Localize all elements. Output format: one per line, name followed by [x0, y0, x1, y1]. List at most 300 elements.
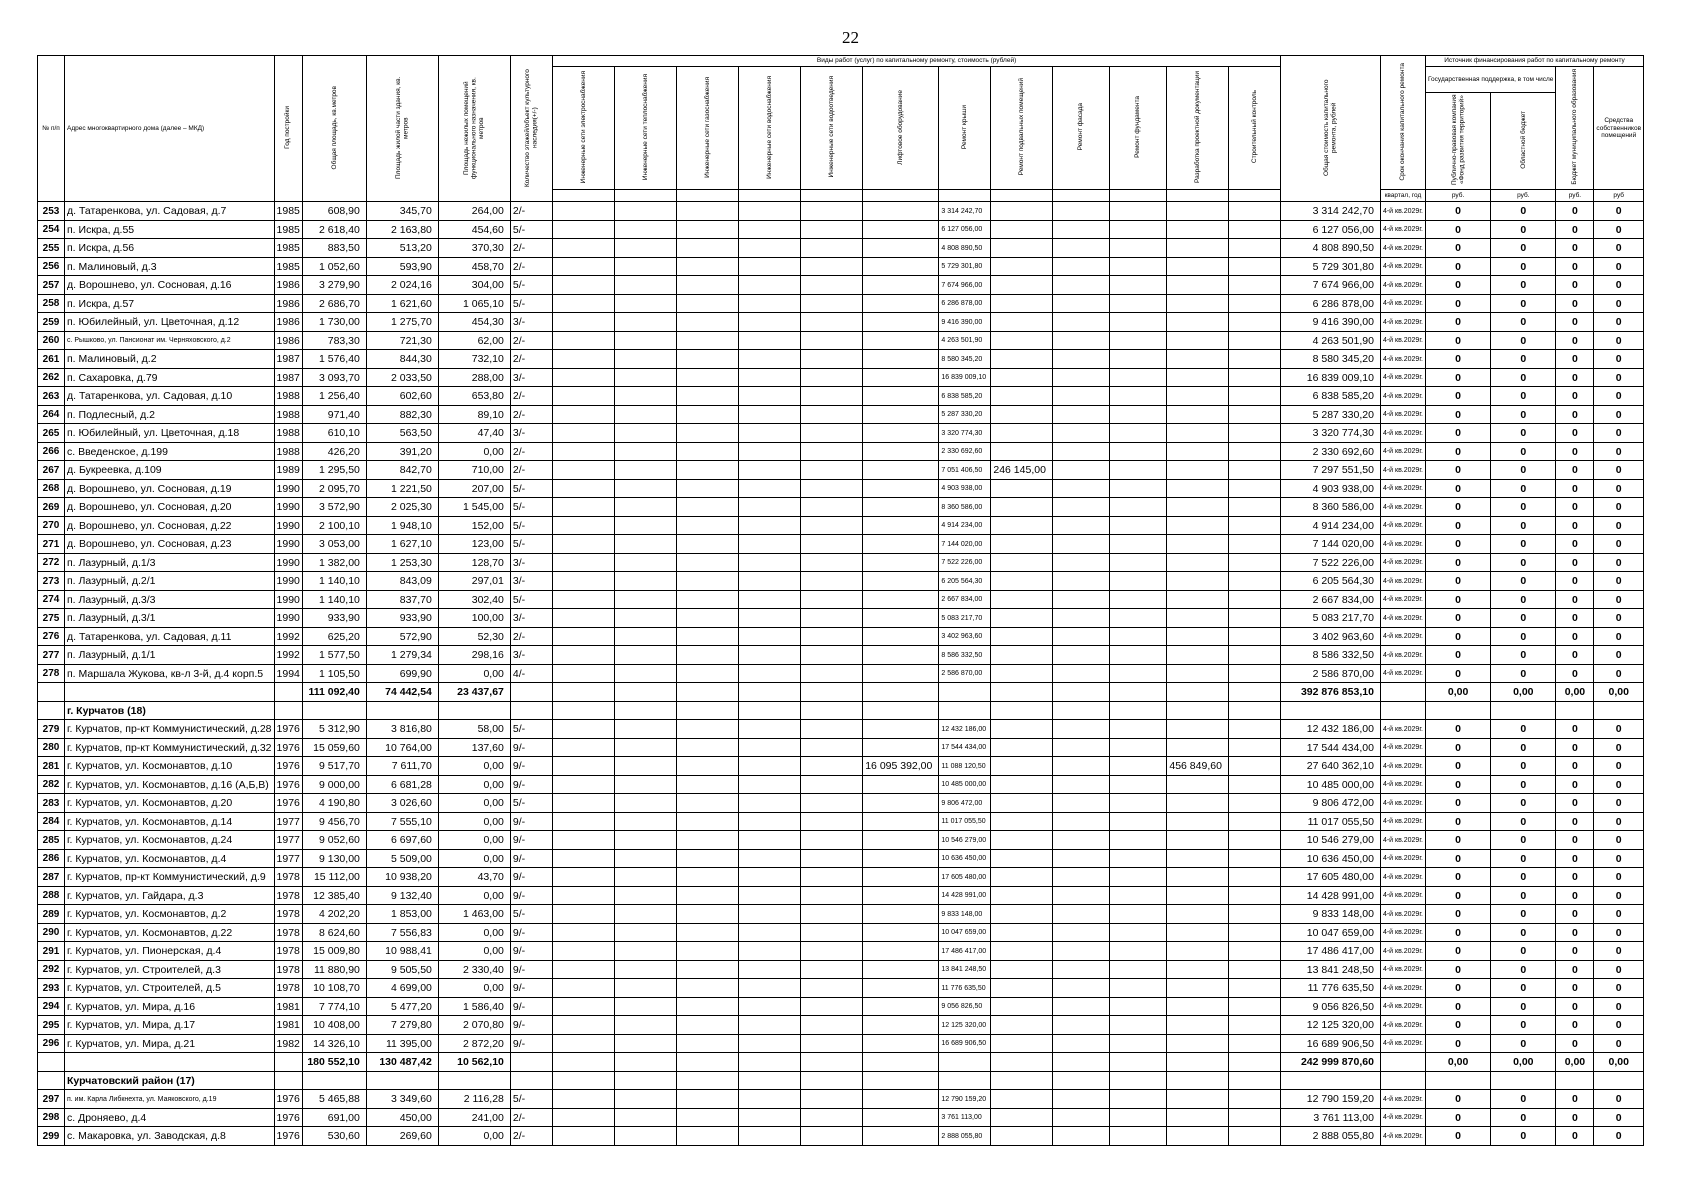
row-work-empty: [1109, 498, 1166, 517]
row-work-empty: [615, 997, 677, 1016]
subtotal-empty: [991, 1053, 1053, 1072]
row-fund: 0: [1425, 886, 1490, 905]
row-basement-cost: [991, 368, 1053, 387]
row-work-empty: [615, 849, 677, 868]
row-floors: 2/-: [510, 461, 552, 480]
row-nonres-area: 297,01: [438, 572, 510, 591]
row-address: г. Курчатов, ул. Гайдара, д.3: [65, 886, 275, 905]
subtotal-empty: [1166, 1053, 1228, 1072]
row-basement-cost: [991, 627, 1053, 646]
row-project-cost: [1166, 646, 1228, 665]
row-municipal: 0: [1556, 812, 1594, 831]
row-deadline: 4-й кв.2029г.: [1380, 1127, 1425, 1146]
row-owners: 0: [1594, 1016, 1644, 1035]
subtotal-empty: [677, 1053, 739, 1072]
row-project-cost: [1166, 368, 1228, 387]
row-roof-cost: 17 486 417,00: [939, 942, 991, 961]
row-floors: 9/-: [510, 942, 552, 961]
row-work-empty: [1228, 294, 1280, 313]
row-total-cost: 16 689 906,50: [1280, 1034, 1380, 1053]
row-roof-cost: 6 286 878,00: [939, 294, 991, 313]
row-municipal: 0: [1556, 886, 1594, 905]
row-work-empty: [739, 535, 801, 554]
row-municipal: 0: [1556, 1090, 1594, 1109]
row-regional: 0: [1491, 572, 1556, 591]
row-number: 260: [38, 331, 65, 350]
row-work-empty: [677, 590, 739, 609]
row-work-empty: [801, 1034, 863, 1053]
row-floors: 2/-: [510, 350, 552, 369]
row-deadline: 4-й кв.2029г.: [1380, 387, 1425, 406]
row-roof-cost: 14 428 991,00: [939, 886, 991, 905]
row-owners: 0: [1594, 757, 1644, 776]
row-living-area: 4 699,00: [366, 979, 438, 998]
row-work-empty: [739, 831, 801, 850]
subtotal-empty: [1228, 683, 1280, 702]
row-municipal: 0: [1556, 313, 1594, 332]
row-roof-cost: 12 125 320,00: [939, 1016, 991, 1035]
row-work-empty: [615, 609, 677, 628]
row-lift-cost: [863, 405, 939, 424]
row-work-empty: [1052, 960, 1109, 979]
row-total-area: 971,40: [302, 405, 366, 424]
row-work-empty: [615, 590, 677, 609]
table-row: [38, 942, 1644, 961]
row-total-area: 1 140,10: [302, 572, 366, 591]
row-number: 291: [38, 942, 65, 961]
row-work-empty: [801, 1090, 863, 1109]
row-address: п. Искра, д.55: [65, 220, 275, 239]
section-empty: [1109, 1071, 1166, 1090]
row-regional: 0: [1491, 868, 1556, 887]
row-project-cost: [1166, 794, 1228, 813]
row-number: 275: [38, 609, 65, 628]
section-empty: [366, 1071, 438, 1090]
row-total-area: 1 382,00: [302, 553, 366, 572]
row-work-empty: [801, 794, 863, 813]
row-nonres-area: 2 330,40: [438, 960, 510, 979]
table-row: [38, 350, 1644, 369]
row-total-cost: 6 205 564,30: [1280, 572, 1380, 591]
row-total-cost: 9 416 390,00: [1280, 313, 1380, 332]
row-work-empty: [1228, 461, 1280, 480]
row-work-empty: [677, 1034, 739, 1053]
row-work-empty: [1109, 294, 1166, 313]
row-work-empty: [1052, 886, 1109, 905]
row-work-empty: [739, 1034, 801, 1053]
row-floors: 9/-: [510, 812, 552, 831]
row-floors: 5/-: [510, 276, 552, 295]
row-fund: 0: [1425, 831, 1490, 850]
row-lift-cost: [863, 960, 939, 979]
row-nonres-area: 732,10: [438, 350, 510, 369]
row-lift-cost: [863, 738, 939, 757]
row-floors: 9/-: [510, 923, 552, 942]
row-number: 297: [38, 1090, 65, 1109]
row-work-empty: [1052, 590, 1109, 609]
row-work-empty: [801, 1127, 863, 1146]
row-work-empty: [615, 535, 677, 554]
row-work-empty: [553, 868, 615, 887]
row-basement-cost: [991, 1016, 1053, 1035]
table-row: [38, 886, 1644, 905]
section-empty: [1380, 701, 1425, 720]
row-total-area: 610,10: [302, 424, 366, 443]
subtotal-regional: 0,00: [1491, 683, 1556, 702]
row-work-empty: [1228, 1108, 1280, 1127]
row-work-empty: [1228, 979, 1280, 998]
row-owners: 0: [1594, 313, 1644, 332]
row-work-empty: [1109, 831, 1166, 850]
table-row: [38, 572, 1644, 591]
row-nonres-area: 47,40: [438, 424, 510, 443]
row-basement-cost: [991, 942, 1053, 961]
row-municipal: 0: [1556, 202, 1594, 221]
row-work-empty: [677, 572, 739, 591]
row-municipal: 0: [1556, 997, 1594, 1016]
row-work-empty: [1052, 905, 1109, 924]
row-lift-cost: [863, 923, 939, 942]
row-basement-cost: [991, 405, 1053, 424]
row-owners: 0: [1594, 461, 1644, 480]
row-work-empty: [553, 572, 615, 591]
header-work-project: Разработка проектной документации: [1166, 67, 1228, 190]
row-owners: 0: [1594, 997, 1644, 1016]
header-municipal: Бюджет муниципального образования: [1556, 67, 1594, 190]
section-empty: [366, 701, 438, 720]
section-empty: [1556, 1071, 1594, 1090]
row-roof-cost: 17 544 434,00: [939, 738, 991, 757]
row-work-empty: [1052, 331, 1109, 350]
table-row: [38, 368, 1644, 387]
row-total-area: 1 105,50: [302, 664, 366, 683]
row-total-area: 9 000,00: [302, 775, 366, 794]
row-project-cost: [1166, 202, 1228, 221]
row-lift-cost: [863, 1016, 939, 1035]
row-floors: 9/-: [510, 1034, 552, 1053]
row-address: п. им. Карла Либкнехта, ул. Маяковского, д.19: [65, 1090, 275, 1109]
row-work-empty: [801, 442, 863, 461]
row-total-cost: 14 428 991,00: [1280, 886, 1380, 905]
row-year: 1987: [274, 350, 302, 369]
row-work-empty: [615, 257, 677, 276]
section-empty: [1052, 1071, 1109, 1090]
row-fund: 0: [1425, 442, 1490, 461]
row-work-empty: [615, 405, 677, 424]
subtotal-total-area: 180 552,10: [302, 1053, 366, 1072]
row-roof-cost: 7 144 020,00: [939, 535, 991, 554]
row-year: 1978: [274, 960, 302, 979]
row-work-empty: [1109, 368, 1166, 387]
row-lift-cost: [863, 1127, 939, 1146]
row-year: 1990: [274, 590, 302, 609]
row-work-empty: [1228, 220, 1280, 239]
row-work-empty: [739, 627, 801, 646]
row-deadline: 4-й кв.2029г.: [1380, 812, 1425, 831]
row-living-area: 10 938,20: [366, 868, 438, 887]
row-work-empty: [1109, 738, 1166, 757]
row-living-area: 3 026,60: [366, 794, 438, 813]
row-work-empty: [1228, 905, 1280, 924]
row-total-area: 1 295,50: [302, 461, 366, 480]
row-roof-cost: 7 051 406,50: [939, 461, 991, 480]
table-row: [38, 442, 1644, 461]
row-floors: 5/-: [510, 294, 552, 313]
row-total-area: 9 052,60: [302, 831, 366, 850]
row-work-empty: [677, 479, 739, 498]
row-regional: 0: [1491, 516, 1556, 535]
row-work-empty: [1052, 553, 1109, 572]
row-total-area: 3 053,00: [302, 535, 366, 554]
row-work-empty: [615, 387, 677, 406]
row-floors: 5/-: [510, 590, 552, 609]
row-lift-cost: [863, 868, 939, 887]
row-work-empty: [739, 257, 801, 276]
row-work-empty: [1228, 553, 1280, 572]
row-lift-cost: [863, 276, 939, 295]
row-work-empty: [615, 350, 677, 369]
row-regional: 0: [1491, 331, 1556, 350]
row-deadline: 4-й кв.2029г.: [1380, 664, 1425, 683]
row-owners: 0: [1594, 220, 1644, 239]
row-regional: 0: [1491, 276, 1556, 295]
row-owners: 0: [1594, 276, 1644, 295]
row-address: д. Татаренкова, ул. Садовая, д.7: [65, 202, 275, 221]
row-regional: 0: [1491, 609, 1556, 628]
row-project-cost: 456 849,60: [1166, 757, 1228, 776]
row-living-area: 7 279,80: [366, 1016, 438, 1035]
subtotal-empty: [1166, 683, 1228, 702]
row-municipal: 0: [1556, 350, 1594, 369]
row-address: г. Курчатов, пр-кт Коммунистический, д.9: [65, 868, 275, 887]
row-living-area: 843,09: [366, 572, 438, 591]
row-living-area: 11 395,00: [366, 1034, 438, 1053]
row-roof-cost: 5 287 330,20: [939, 405, 991, 424]
row-work-empty: [553, 720, 615, 739]
row-work-empty: [615, 757, 677, 776]
row-living-area: 572,90: [366, 627, 438, 646]
row-floors: 9/-: [510, 849, 552, 868]
subtotal-empty: [1109, 683, 1166, 702]
row-basement-cost: [991, 1090, 1053, 1109]
row-work-empty: [801, 868, 863, 887]
row-living-area: 842,70: [366, 461, 438, 480]
row-roof-cost: 9 806 472,00: [939, 794, 991, 813]
row-work-empty: [553, 516, 615, 535]
row-basement-cost: [991, 516, 1053, 535]
row-project-cost: [1166, 257, 1228, 276]
subtotal-nonres-area: 10 562,10: [438, 1053, 510, 1072]
subtotal-fund: 0,00: [1425, 683, 1490, 702]
row-owners: 0: [1594, 294, 1644, 313]
row-total-cost: 7 144 020,00: [1280, 535, 1380, 554]
row-work-empty: [739, 886, 801, 905]
row-work-empty: [1109, 479, 1166, 498]
section-empty: [1425, 1071, 1490, 1090]
row-project-cost: [1166, 775, 1228, 794]
row-address: с. Рышково, ул. Пансионат им. Черняховского, д.2: [65, 331, 275, 350]
row-basement-cost: [991, 220, 1053, 239]
row-work-empty: [739, 1016, 801, 1035]
row-work-empty: [739, 1108, 801, 1127]
row-year: 1985: [274, 220, 302, 239]
row-floors: 9/-: [510, 997, 552, 1016]
row-basement-cost: [991, 849, 1053, 868]
row-roof-cost: 5 083 217,70: [939, 609, 991, 628]
row-work-empty: [801, 720, 863, 739]
row-address: г. Курчатов, ул. Строителей, д.5: [65, 979, 275, 998]
header-owners: Средства собственников помещений: [1594, 67, 1644, 190]
row-work-empty: [615, 368, 677, 387]
row-fund: 0: [1425, 239, 1490, 258]
row-work-empty: [677, 997, 739, 1016]
row-owners: 0: [1594, 405, 1644, 424]
row-project-cost: [1166, 498, 1228, 517]
row-work-empty: [739, 553, 801, 572]
row-work-empty: [1228, 960, 1280, 979]
section-empty: [939, 701, 991, 720]
row-work-empty: [615, 313, 677, 332]
row-owners: 0: [1594, 572, 1644, 591]
row-work-empty: [739, 664, 801, 683]
row-owners: 0: [1594, 646, 1644, 665]
row-nonres-area: 0,00: [438, 664, 510, 683]
row-owners: 0: [1594, 1034, 1644, 1053]
row-nonres-area: 100,00: [438, 609, 510, 628]
row-work-empty: [1052, 535, 1109, 554]
row-work-empty: [677, 276, 739, 295]
row-address: п. Лазурный, д.1/3: [65, 553, 275, 572]
row-living-area: 2 025,30: [366, 498, 438, 517]
table-row: [38, 997, 1644, 1016]
table-row: [38, 479, 1644, 498]
row-work-empty: [739, 923, 801, 942]
row-basement-cost: [991, 202, 1053, 221]
row-work-empty: [801, 387, 863, 406]
row-work-empty: [1052, 1034, 1109, 1053]
row-owners: 0: [1594, 479, 1644, 498]
row-living-area: 2 163,80: [366, 220, 438, 239]
row-year: 1985: [274, 202, 302, 221]
row-basement-cost: [991, 720, 1053, 739]
row-municipal: 0: [1556, 720, 1594, 739]
row-work-empty: [801, 997, 863, 1016]
row-work-empty: [801, 775, 863, 794]
row-lift-cost: [863, 294, 939, 313]
row-work-empty: [553, 1090, 615, 1109]
row-work-empty: [677, 738, 739, 757]
section-empty: [274, 1071, 302, 1090]
row-nonres-area: 458,70: [438, 257, 510, 276]
section-empty: [1491, 1071, 1556, 1090]
row-regional: 0: [1491, 1034, 1556, 1053]
section-empty: [553, 701, 615, 720]
row-work-empty: [677, 942, 739, 961]
row-work-empty: [615, 220, 677, 239]
row-project-cost: [1166, 997, 1228, 1016]
row-roof-cost: 3 314 242,70: [939, 202, 991, 221]
row-work-empty: [1228, 498, 1280, 517]
subtotal-empty: [1380, 1053, 1425, 1072]
row-regional: 0: [1491, 794, 1556, 813]
subtotal-empty: [939, 683, 991, 702]
row-year: 1978: [274, 886, 302, 905]
row-project-cost: [1166, 609, 1228, 628]
row-basement-cost: [991, 294, 1053, 313]
row-project-cost: [1166, 442, 1228, 461]
table-row: [38, 535, 1644, 554]
row-floors: 3/-: [510, 553, 552, 572]
row-living-area: 391,20: [366, 442, 438, 461]
row-address: п. Лазурный, д.2/1: [65, 572, 275, 591]
row-work-empty: [1109, 572, 1166, 591]
row-work-empty: [615, 424, 677, 443]
row-living-area: 2 024,16: [366, 276, 438, 295]
row-nonres-area: 89,10: [438, 405, 510, 424]
row-work-empty: [801, 923, 863, 942]
row-regional: 0: [1491, 1016, 1556, 1035]
row-work-empty: [1109, 461, 1166, 480]
row-total-area: 1 730,00: [302, 313, 366, 332]
row-project-cost: [1166, 1127, 1228, 1146]
subtotal-municipal: 0,00: [1556, 683, 1594, 702]
row-basement-cost: [991, 1127, 1053, 1146]
row-floors: 2/-: [510, 202, 552, 221]
header-unit: руб.: [1425, 190, 1490, 202]
row-work-empty: [739, 405, 801, 424]
row-project-cost: [1166, 979, 1228, 998]
row-work-empty: [1052, 313, 1109, 332]
row-work-empty: [553, 905, 615, 924]
row-deadline: 4-й кв.2029г.: [1380, 424, 1425, 443]
row-year: 1985: [274, 257, 302, 276]
row-number: 255: [38, 239, 65, 258]
page-number: 22: [842, 28, 859, 47]
row-total-area: 10 408,00: [302, 1016, 366, 1035]
table-row: [38, 239, 1644, 258]
row-work-empty: [615, 572, 677, 591]
row-basement-cost: [991, 794, 1053, 813]
row-number: 296: [38, 1034, 65, 1053]
row-floors: 5/-: [510, 479, 552, 498]
subtotal-empty: [553, 1053, 615, 1072]
row-floors: 9/-: [510, 775, 552, 794]
row-municipal: 0: [1556, 294, 1594, 313]
row-work-empty: [1228, 1127, 1280, 1146]
row-fund: 0: [1425, 1016, 1490, 1035]
row-regional: 0: [1491, 350, 1556, 369]
row-municipal: 0: [1556, 257, 1594, 276]
row-number: 295: [38, 1016, 65, 1035]
row-work-empty: [677, 498, 739, 517]
row-living-area: 1 275,70: [366, 313, 438, 332]
row-work-empty: [553, 794, 615, 813]
row-nonres-area: 370,30: [438, 239, 510, 258]
row-floors: 4/-: [510, 664, 552, 683]
row-work-empty: [1109, 1016, 1166, 1035]
section-empty: [438, 701, 510, 720]
row-roof-cost: 9 056 826,50: [939, 997, 991, 1016]
row-total-cost: 2 330 692,60: [1280, 442, 1380, 461]
row-municipal: 0: [1556, 775, 1594, 794]
row-municipal: 0: [1556, 553, 1594, 572]
row-total-area: 1 256,40: [302, 387, 366, 406]
row-living-area: 721,30: [366, 331, 438, 350]
row-work-empty: [1052, 350, 1109, 369]
row-nonres-area: 2 070,80: [438, 1016, 510, 1035]
row-owners: 0: [1594, 516, 1644, 535]
row-work-empty: [1109, 664, 1166, 683]
